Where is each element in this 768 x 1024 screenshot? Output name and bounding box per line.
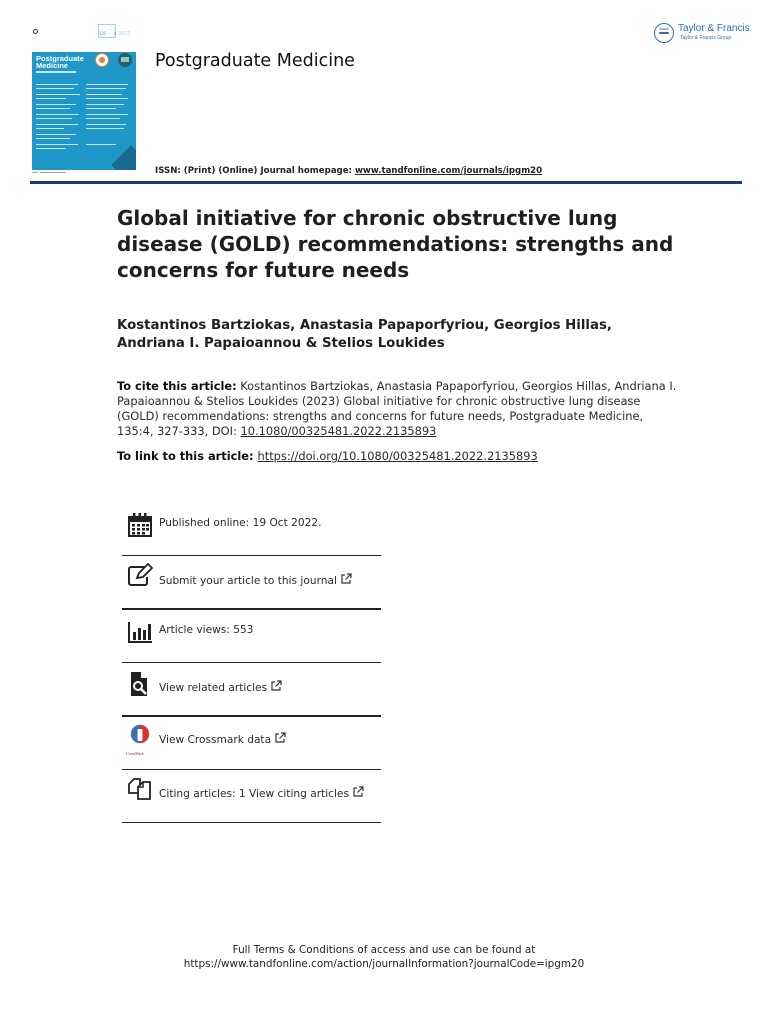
taylor-francis-logo-icon: [654, 23, 674, 43]
related-articles-text: View related articles: [159, 682, 268, 695]
crossmark-text: View Crossmark data: [159, 733, 272, 746]
crossmark-icon: [127, 724, 153, 750]
journal-cover-thumbnail: [32, 22, 136, 174]
issn-line: [155, 166, 542, 176]
issn-label: ISSN: (Print) (Online) Journal homepage:: [155, 166, 355, 176]
external-link-icon: [352, 786, 364, 798]
article-info-list: [122, 503, 381, 823]
citing-articles-text: Citing articles: 1 View citing articles: [159, 787, 349, 800]
cover-title-line1: Postgraduate: [36, 54, 84, 63]
article-views-text: Article views: 553: [159, 623, 254, 636]
cover-blue-panel: [32, 52, 136, 170]
terms-footer: [0, 943, 768, 971]
crossmark-logo-label: CrossMark: [126, 750, 144, 756]
cover-badge-teal-icon: [118, 53, 132, 67]
header-divider: [30, 181, 742, 184]
article-authors: Kostantinos Bartziokas, Anastasia Papaporfyriou, Georgios Hillas, Andriana I. Papaioannou & Stelios Loukides: [117, 318, 612, 351]
journal-homepage-link[interactable]: www.tandfonline.com/journals/ipgm20: [354, 166, 543, 176]
document-search-icon: [127, 671, 153, 697]
cover-footer-lines: [32, 172, 136, 174]
citing-articles-link[interactable]: [159, 786, 364, 800]
crossmark-item[interactable]: [122, 717, 381, 769]
doi-link[interactable]: 10.1080/00325481.2022.2135893: [240, 424, 437, 438]
published-online-text: Published online: 19 Oct 2022.: [159, 517, 322, 529]
info-divider: [122, 822, 381, 823]
article-title: Global initiative for chronic obstructive lung disease (GOLD) recommendations: strengths and concerns for future needs: [117, 206, 674, 282]
edit-pencil-icon: [127, 563, 153, 589]
related-articles-item[interactable]: [122, 663, 381, 715]
link-label: To link to this article:: [117, 449, 258, 463]
cover-title-line2: Medicine: [36, 61, 69, 70]
submit-article-text: Submit your article to this journal: [159, 575, 337, 588]
cover-top-strip: [32, 22, 136, 50]
cover-subtitle-bar: [36, 71, 76, 73]
article-link-line: [117, 449, 677, 464]
article-doi-url-link[interactable]: https://doi.org/10.1080/00325481.2022.2135893: [257, 449, 538, 463]
related-articles-link[interactable]: [159, 680, 282, 694]
external-link-icon: [274, 732, 286, 744]
published-online-item: [122, 503, 381, 555]
citing-articles-item[interactable]: [122, 770, 381, 822]
citation-text: Kostantinos Bartziokas, Anastasia Papaporfyriou, Georgios Hillas, Andriana I. Papaioannou & Stelios Loukides (2023) Global initiative for chronic obstructive lung disease (GOLD) recommendations: strengths and concerns for future needs, Postgraduate Medicine, 135:4, 327-333, DOI:: [117, 379, 677, 438]
cover-year: 2023: [118, 31, 131, 37]
article-views-item: [122, 610, 381, 662]
crossmark-link[interactable]: [159, 732, 286, 746]
publisher-group: Taylor & Francis Group: [680, 35, 732, 41]
cover-badge-orange-icon: [95, 53, 109, 67]
publisher-dot-icon: [33, 29, 38, 34]
submit-article-link[interactable]: [159, 573, 352, 587]
external-link-icon: [340, 573, 352, 585]
cover-volume-issue: 135 · 4: [99, 31, 116, 36]
cover-title: [36, 55, 92, 69]
citing-documents-icon: [127, 776, 153, 802]
citation-block: [117, 379, 677, 439]
terms-footer-line1: Full Terms & Conditions of access and use can be found at: [232, 944, 536, 956]
external-link-icon: [270, 680, 282, 692]
calendar-icon: [127, 512, 153, 538]
cover-contents-lines: [36, 82, 132, 164]
cover-publisher-mark: [33, 29, 59, 35]
submit-article-item[interactable]: [122, 556, 381, 608]
taylor-francis-logo[interactable]: [654, 21, 754, 49]
terms-footer-url[interactable]: https://www.tandfonline.com/action/journalInformation?journalCode=ipgm20: [183, 958, 585, 970]
journal-title: Postgraduate Medicine: [155, 51, 355, 71]
cite-label: To cite this article:: [117, 379, 237, 393]
publisher-name: Taylor & Francis: [678, 23, 750, 34]
bar-chart-icon: [127, 619, 153, 645]
